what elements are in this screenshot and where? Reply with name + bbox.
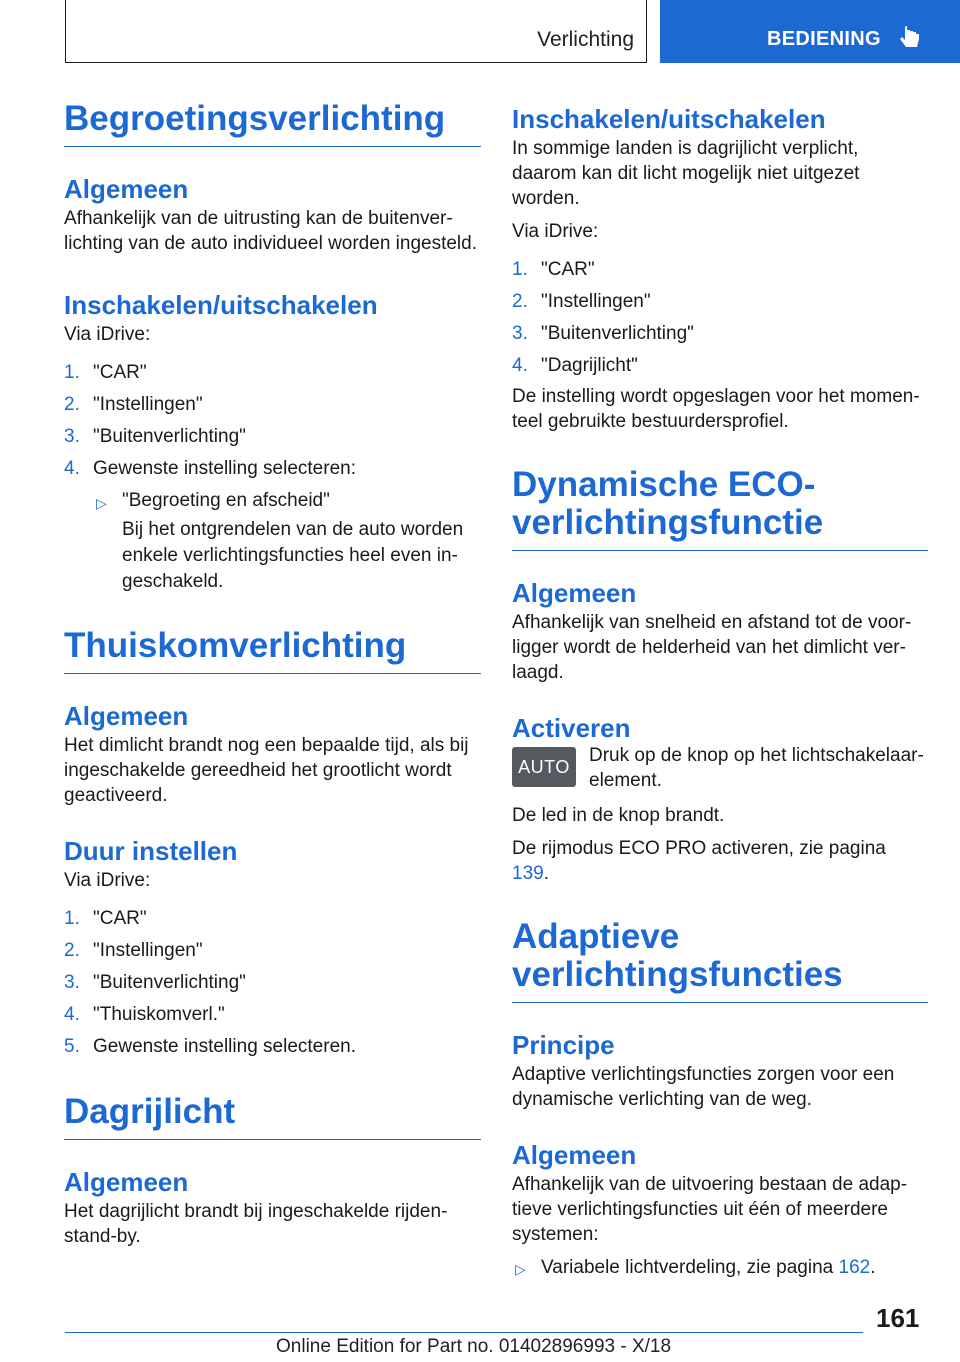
steps-list [64,357,481,595]
heading-inschakelen: Inschakelen/uitschakelen [64,290,378,320]
sub-item-label: "Begroeting en afscheid" [122,490,330,511]
list-item: 1. "CAR" [64,908,147,929]
paragraph: De instelling wordt opgeslagen voor het momenteel gebruikte bestuurdersprofiel. [512,386,920,432]
heading-algemeen: Algemeen [64,701,189,731]
triangle-bullet-icon: ▷ [515,1261,526,1277]
list-item: 5. Gewenste instelling selecteren. [64,1036,356,1057]
steps-list [512,254,928,382]
page-link[interactable]: 139 [512,863,544,884]
list-item: 2. "Instellingen" [64,940,203,961]
header-section-title: Verlichting [537,28,634,51]
list-item: 4. Gewenste instelling selecteren: ▷ "Begroeting en afscheid" Bij het ontgrendelen van de auto worden enkele verlichtingsfuncties heel even ingeschakeld. [64,453,481,595]
section-title-adaptieve: Adaptieve verlichtingsfuncties [512,918,928,1003]
paragraph: Het dimlicht brandt nog een bepaalde tijd, als bij ingeschakelde gereedheid het grootlicht wordt geactiveerd. [64,735,469,806]
paragraph: Afhankelijk van snelheid en afstand tot de voorligger wordt de helderheid van het dimlicht verlaagd. [512,612,912,683]
paragraph-eco-pro: De rijmodus ECO PRO activeren, zie pagina 139. [512,838,886,884]
auto-button-icon: AUTO [512,747,576,787]
paragraph: In sommige landen is dagrijlicht verplicht, daarom kan dit licht mogelijk niet uitgezet worden. [512,138,860,209]
footer-edition: Online Edition for Part no. 01402896993 - X/18 [276,1336,672,1357]
via-idrive-text: Via iDrive: [64,324,151,345]
header-section-box [65,0,647,63]
activeren-block [512,747,928,801]
via-idrive-text: Via iDrive: [512,221,599,242]
page-link[interactable]: 162 [838,1257,871,1278]
header-chapter-label: BEDIENING [767,28,881,50]
heading-algemeen: Algemeen [64,1167,189,1197]
paragraph: De led in de knop brandt. [512,805,725,826]
list-item: 3. "Buitenverlichting" [64,426,246,447]
section-title-dynamische-eco: Dynamische ECO- verlichtingsfunctie [512,466,928,551]
list-item: 2. "Instellingen" [512,291,651,312]
sub-item-text: Bij het ontgrendelen van de auto worden enkele verlichtingsfuncties heel even ingeschakeld. [122,519,464,592]
list-item: 4. "Thuiskomverl." [64,1004,225,1025]
left-column [64,100,481,1249]
list-item: 1. "CAR" [512,259,595,280]
sub-list-item [93,485,481,595]
via-idrive-text: Via iDrive: [64,870,151,891]
heading-algemeen: Algemeen [64,174,189,204]
page-number: 161 [876,1303,920,1333]
footer-divider [65,1332,863,1333]
list-item: 1. "CAR" [64,362,147,383]
header-chapter-tab[interactable] [660,0,960,63]
hand-pointer-icon [898,26,922,52]
list-item: 3. "Buitenverlichting" [512,323,694,344]
heading-inschakelen: Inschakelen/uitschakelen [512,104,826,134]
list-item: 2. "Instellingen" [64,394,203,415]
right-column [512,100,928,1280]
list-item: 3. "Buitenverlichting" [64,972,246,993]
list-item: 4. "Dagrijlicht" [512,355,638,376]
heading-algemeen: Algemeen [512,578,637,608]
section-title-dagrijlicht: Dagrijlicht [64,1093,481,1140]
bullet-item: ▷ Variabele lichtverdeling, zie pagina 162. [512,1255,928,1280]
paragraph: Druk op de knop op het lichtschakelaarelement. [589,745,924,791]
heading-duur-instellen: Duur instellen [64,836,238,866]
triangle-bullet-icon: ▷ [96,495,107,511]
heading-principe: Principe [512,1030,615,1060]
paragraph: Adaptive verlichtingsfuncties zorgen voor een dynamische verlichting van de weg. [512,1064,895,1110]
heading-activeren: Activeren [512,713,631,743]
section-title-begroeting: Begroetingsverlichting [64,100,481,147]
section-title-thuiskom: Thuiskomverlichting [64,627,481,674]
paragraph: Het dagrijlicht brandt bij ingeschakelde rijdenstand-by. [64,1201,448,1247]
paragraph: Afhankelijk van de uitrusting kan de buitenverlichting van de auto individueel worden ingesteld. [64,208,477,254]
steps-list [64,903,481,1063]
heading-algemeen: Algemeen [512,1140,637,1170]
paragraph: Afhankelijk van de uitvoering bestaan de adaptieve verlichtingsfuncties uit één of meerdere systemen: [512,1174,908,1245]
